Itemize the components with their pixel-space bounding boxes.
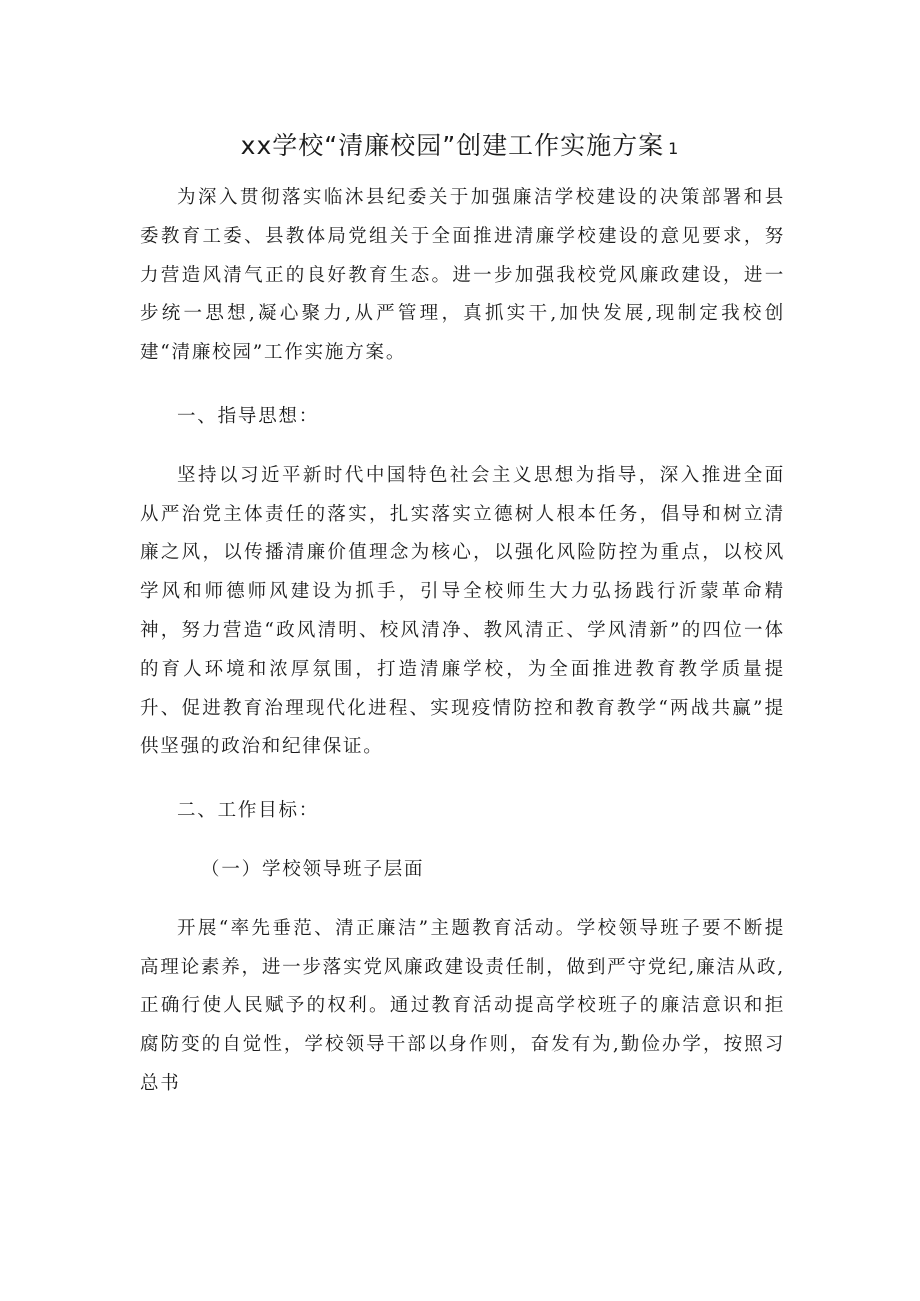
title-footnote-marker: 1 (668, 139, 680, 158)
document-title-text: xx学校“清廉校园”创建工作实施方案 (240, 131, 665, 160)
document-title (0, 128, 920, 167)
guiding-ideology-paragraph: 坚持以习近平新时代中国特色社会主义思想为指导，深入推进全面从严治党主体责任的落实，扎实落实立德树人根本任务，倡导和树立清廉之风，以传播清廉价值理念为核心，以强化风险防控为重点，以校风学风和师德师风建设为抓手，引导全校师生大力弘扬践行沂蒙革命精神，努力营造“政风清明、校风清净、教风清正、学风清新”的四位一体的育人环境和浓厚氛围，打造清廉学校，为全面推进教育教学质量提升、促进教育治理现代化进程、实现疫情防控和教育教学“两战共赢”提供坚强的政治和纪律保证。 (140, 464, 785, 758)
document-body (140, 179, 785, 1104)
subsection-heading-leadership: （一）学校领导班子层面 (201, 858, 425, 880)
section-heading-work-goals: 二、工作目标： (177, 800, 320, 822)
section-heading-guiding-ideology: 一、指导思想： (177, 405, 320, 427)
leadership-paragraph: 开展“率先垂范、清正廉洁”主题教育活动。学校领导班子要不断提高理论素养，进一步落实党风廉政建设责任制，做到严守党纪,廉洁从政,正确行使人民赋予的权利。通过教育活动提高学校班子的廉洁意识和拒腐防变的自觉性，学校领导干部以身作则，奋发有为,勤俭办学，按照习总书 (140, 917, 785, 1094)
intro-paragraph: 为深入贯彻落实临沐县纪委关于加强廉洁学校建设的决策部署和县委教育工委、县教体局党组关于全面推进清廉学校建设的意见要求，努力营造风清气正的良好教育生态。进一步加强我校党风廉政建设，进一步统一思想,凝心聚力,从严管理，真抓实干,加快发展,现制定我校创建“清廉校园”工作实施方案。 (140, 187, 785, 364)
